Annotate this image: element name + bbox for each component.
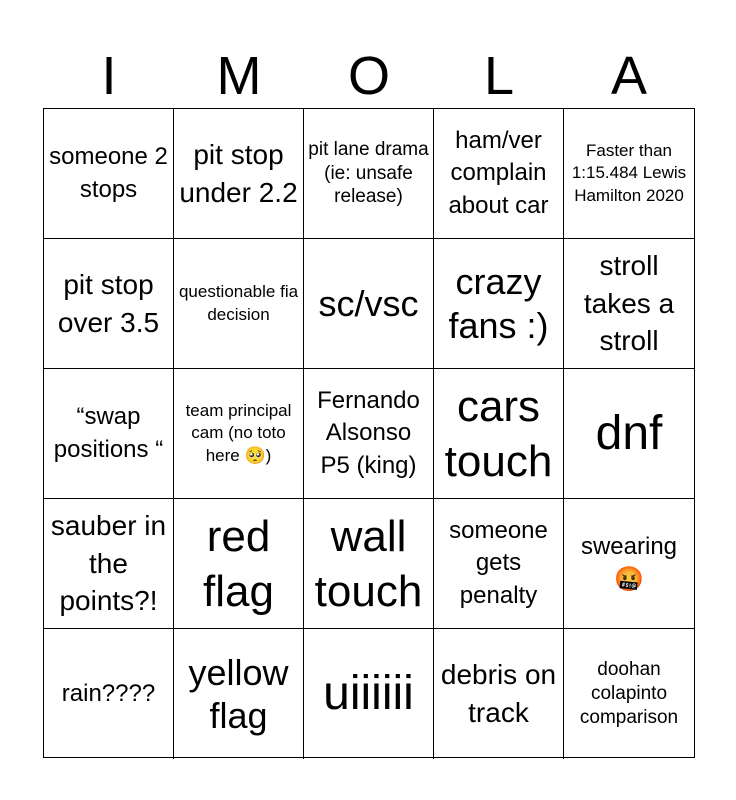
cell-label: debris on track [440, 659, 557, 728]
bingo-cell-r2-c4[interactable] [434, 239, 564, 369]
bingo-cell-r4-c1[interactable] [44, 499, 174, 629]
bingo-cell-r3-c5[interactable] [564, 369, 694, 499]
cell-label: pit stop over 3.5 [57, 268, 160, 338]
cell-label: wall touch [314, 511, 423, 616]
bingo-cell-r2-c3[interactable] [304, 239, 434, 369]
cell-label: uiiiiii [323, 667, 414, 721]
cell-label: Faster than 1:15.484 Lewis Hamilton 2020 [571, 141, 687, 205]
bingo-cell-r3-c1[interactable] [44, 369, 174, 499]
cell-label: dnf [595, 406, 663, 460]
cell-label: team principal cam (no toto here 🥺) [185, 401, 292, 465]
cell-label: ham/ver complain about car [448, 126, 549, 219]
bingo-cell-r5-c3[interactable] [304, 629, 434, 759]
bingo-cell-r1-c2[interactable] [174, 109, 304, 239]
bingo-cell-r3-c4[interactable] [434, 369, 564, 499]
cell-label: sauber in the points?! [50, 509, 167, 617]
bingo-cell-r3-c2[interactable] [174, 369, 304, 499]
cell-label: “swap positions “ [53, 403, 164, 463]
bingo-cell-r2-c5[interactable] [564, 239, 694, 369]
bingo-header [44, 44, 694, 108]
cell-label: cars touch [444, 381, 553, 486]
cell-label: someone gets penalty [449, 516, 548, 609]
bingo-cell-r2-c1[interactable] [44, 239, 174, 369]
cell-label: pit lane drama (ie: unsafe release) [308, 138, 429, 208]
header-letter-m: M [216, 46, 262, 106]
cell-label: crazy fans :) [448, 261, 549, 346]
bingo-cell-r5-c5[interactable] [564, 629, 694, 759]
bingo-board [43, 108, 695, 758]
cell-label: questionable fia decision [178, 282, 299, 324]
bingo-cell-r5-c4[interactable] [434, 629, 564, 759]
bingo-cell-r3-c3[interactable] [304, 369, 434, 499]
bingo-cell-r5-c1[interactable] [44, 629, 174, 759]
bingo-cell-r4-c5[interactable] [564, 499, 694, 629]
header-letter-a: A [610, 46, 648, 106]
bingo-cell-r1-c3[interactable] [304, 109, 434, 239]
cell-label: someone 2 stops [49, 143, 168, 203]
bingo-cell-r4-c4[interactable] [434, 499, 564, 629]
cell-label: sc/vsc [318, 282, 419, 324]
bingo-cell-r4-c3[interactable] [304, 499, 434, 629]
header-letter-i: I [101, 46, 117, 106]
bingo-cell-r1-c4[interactable] [434, 109, 564, 239]
bingo-cell-r1-c5[interactable] [564, 109, 694, 239]
cell-label: pit stop under 2.2 [179, 138, 298, 208]
bingo-cell-r5-c2[interactable] [174, 629, 304, 759]
bingo-cell-r2-c2[interactable] [174, 239, 304, 369]
bingo-cell-r1-c1[interactable] [44, 109, 174, 239]
cell-label: rain???? [61, 679, 156, 707]
header-letter-o: O [347, 46, 390, 106]
cell-label: red flag [203, 511, 274, 616]
cell-label: yellow flag [188, 651, 289, 736]
bingo-cell-r4-c2[interactable] [174, 499, 304, 629]
cell-label: stroll takes a stroll [583, 249, 675, 357]
header-letter-l: L [483, 46, 515, 106]
cell-label: doohan colapinto comparison [579, 659, 679, 728]
cell-label: swearing 🤬 [580, 533, 678, 593]
cell-label: Fernando Alsonso P5 (king) [317, 386, 420, 479]
